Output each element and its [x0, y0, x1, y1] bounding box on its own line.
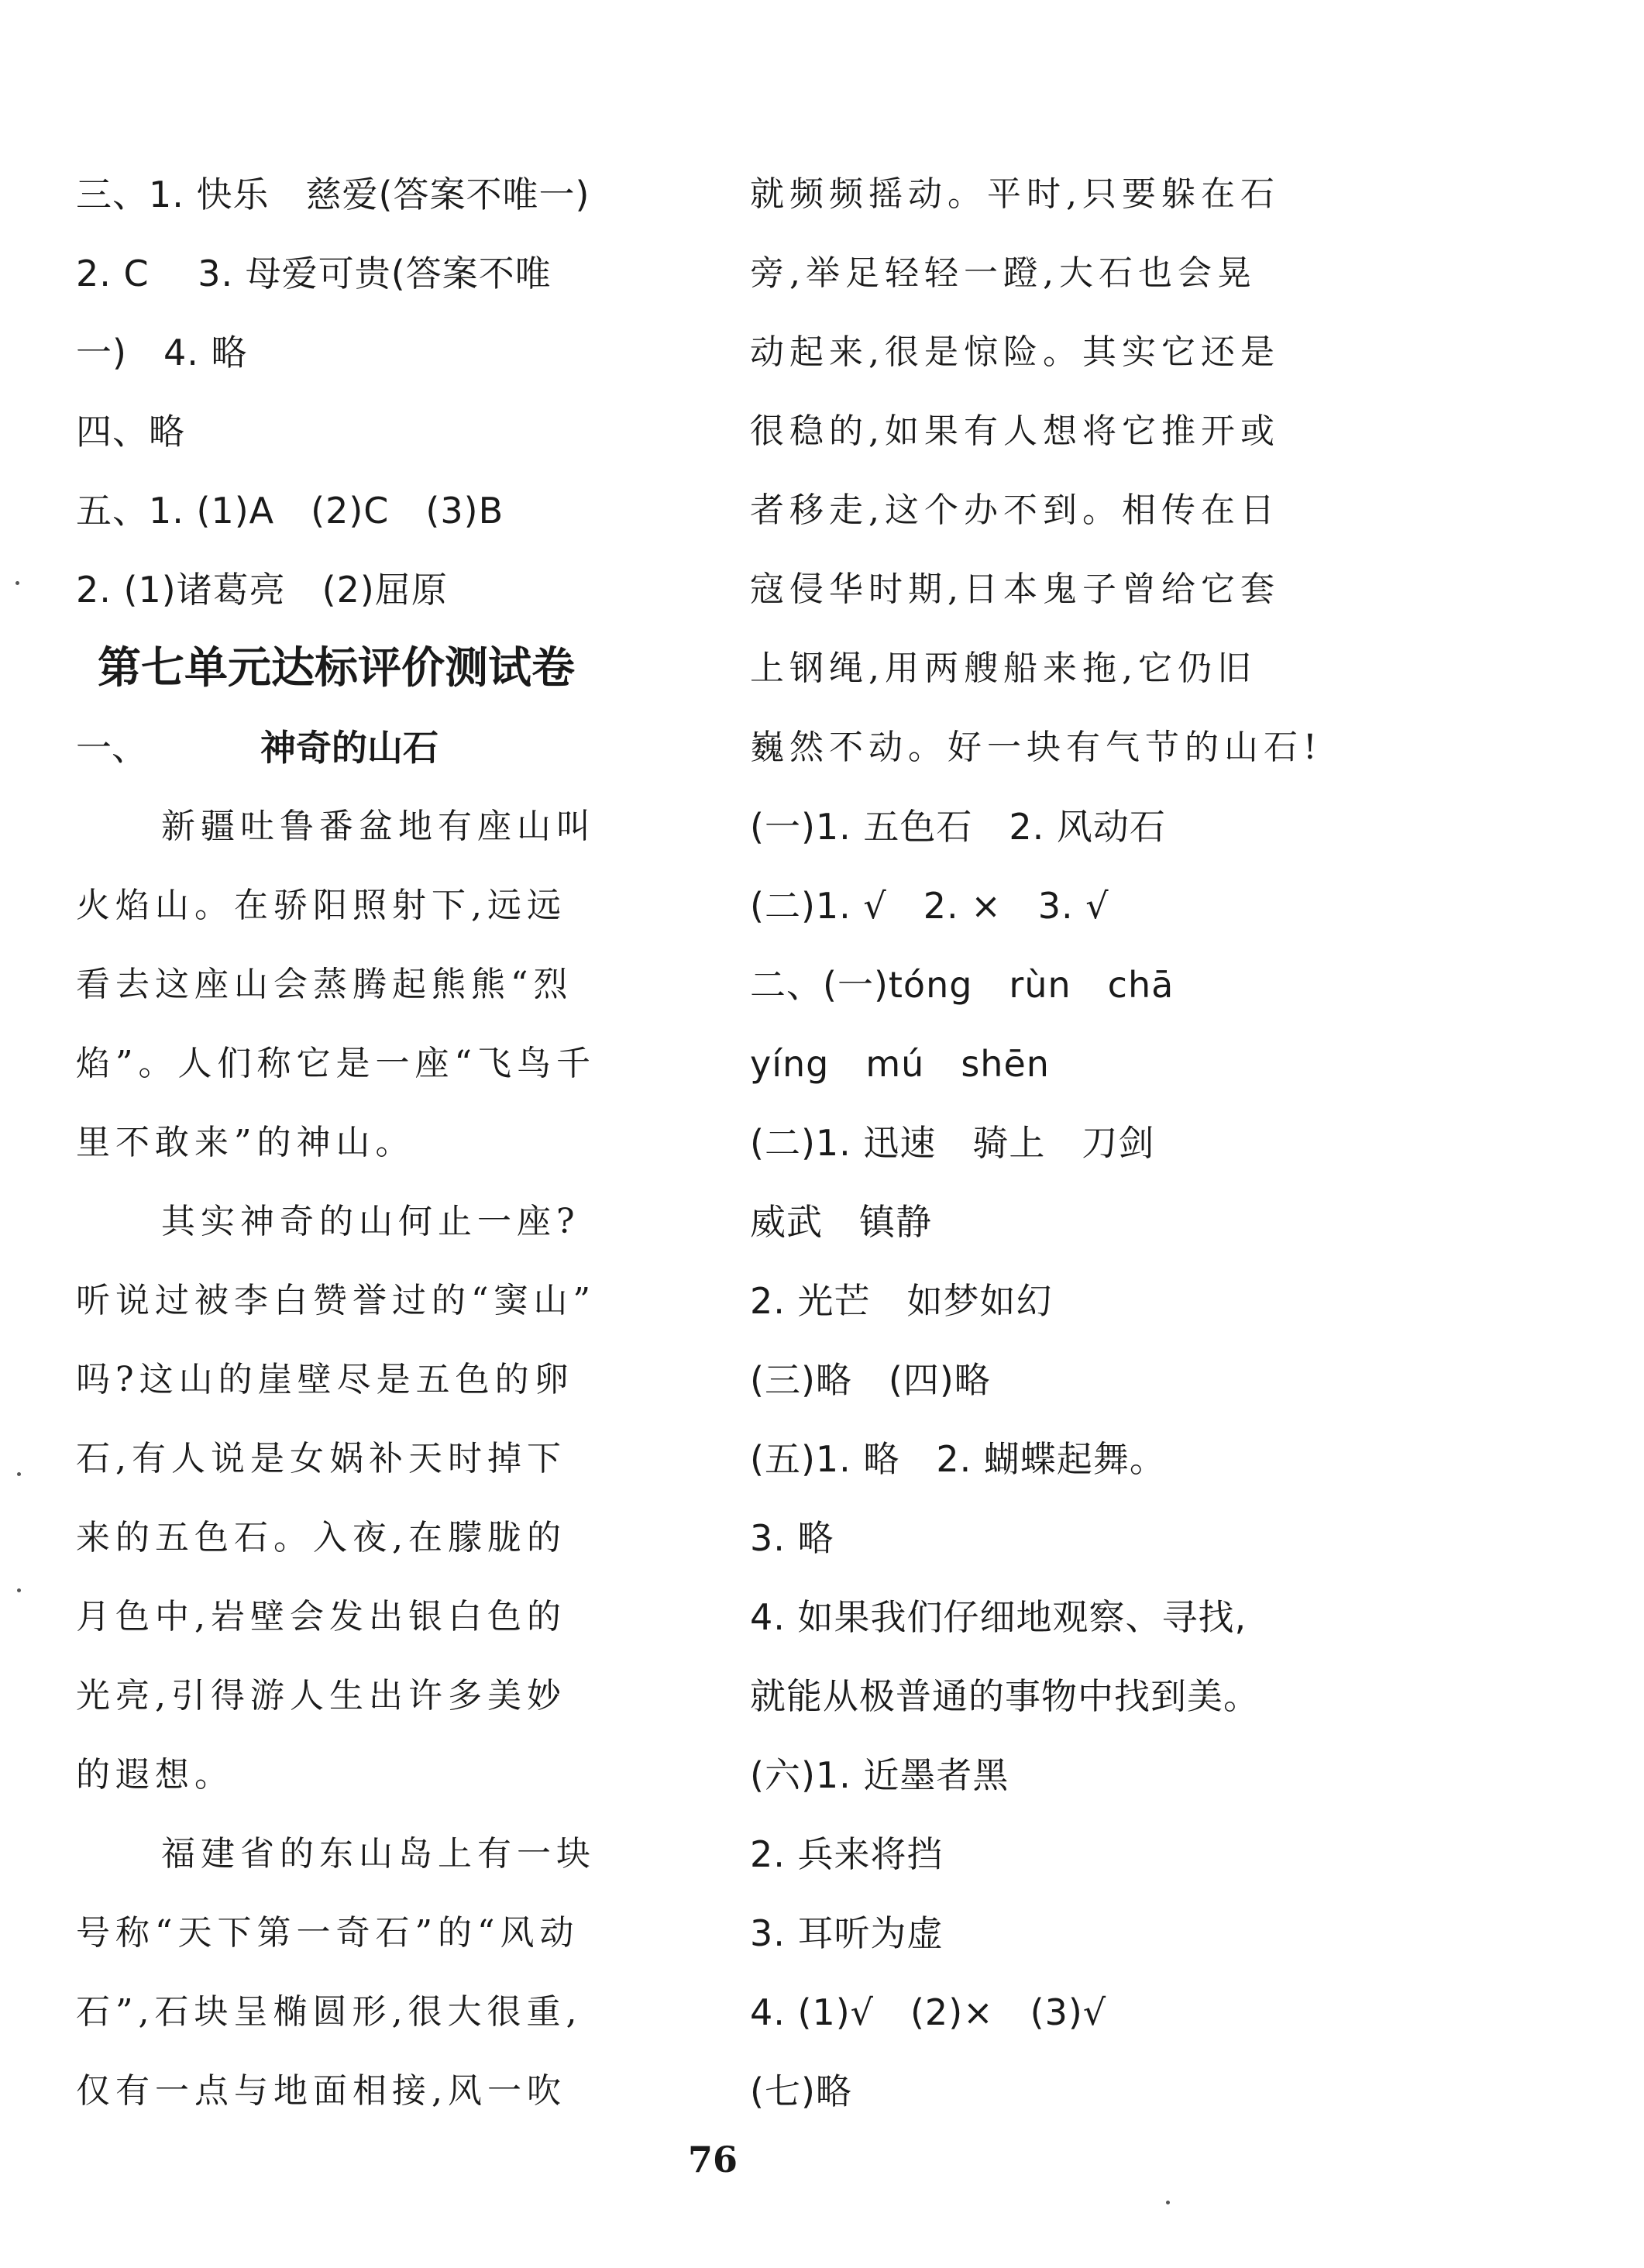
passage-line: 里不敢来”的神山。	[76, 1123, 415, 1162]
answer-line: 2. 兵来将挡	[750, 1833, 944, 1875]
scan-speck	[15, 581, 19, 585]
answer-line: 一) 4. 略	[76, 332, 248, 373]
answer-line: (二)1. 迅速 骑上 刀剑	[750, 1122, 1155, 1164]
passage-line: 很稳的,如果有人想将它推开或	[750, 411, 1280, 451]
answer-line: 三、1. 快乐 慈爱(答案不唯一)	[76, 174, 590, 215]
passage-heading	[76, 708, 665, 787]
page-number: 76	[687, 2139, 738, 2180]
passage-line: 来的五色石。入夜,在朦胧的	[76, 1518, 566, 1557]
passage-line: 的遐想。	[76, 1755, 234, 1795]
passage-line: 听说过被李白赞誉过的“窦山”	[76, 1281, 596, 1320]
passage-line: 号称“天下第一奇石”的“风动	[76, 1913, 580, 1953]
passage-line: 石,有人说是女娲补天时掉下	[76, 1439, 566, 1478]
passage-number: 一、	[76, 727, 147, 769]
passage-line: 巍然不动。好一块有气节的山石!	[750, 728, 1322, 767]
passage-line: 吗?这山的崖壁尽是五色的卵	[76, 1360, 574, 1399]
passage-line: 新疆吐鲁番盆地有座山叫	[161, 807, 596, 846]
answer-line: 4. (1)√ (2)× (3)√	[750, 1991, 1107, 2033]
answer-line: (五)1. 略 2. 蝴蝶起舞。	[750, 1438, 1166, 1480]
passage-line: 动起来,很是惊险。其实它还是	[750, 332, 1280, 372]
passage-line: 光亮,引得游人生出许多美妙	[76, 1676, 566, 1716]
answer-line: 3. 耳听为虚	[750, 1912, 944, 1954]
passage-title: 神奇的山石	[260, 727, 439, 769]
answer-line: 四、略	[76, 411, 185, 453]
left-column	[76, 155, 665, 2131]
passage-line: 石”,石块呈椭圆形,很大很重,	[76, 1992, 583, 2032]
answer-line: 就能从极普通的事物中找到美。	[750, 1675, 1260, 1717]
answer-line: 五、1. (1)A (2)C (3)B	[76, 490, 504, 532]
answer-line: 2. (1)诸葛亮 (2)屈原	[76, 569, 448, 611]
passage-line: 仅有一点与地面相接,风一吹	[76, 2071, 566, 2111]
passage-line: 旁,举足轻轻一蹬,大石也会晃	[750, 253, 1257, 293]
passage-line: 火焰山。在骄阳照射下,远远	[76, 886, 566, 925]
right-column	[750, 155, 1362, 2131]
scan-speck	[17, 1472, 21, 1476]
answer-line: (六)1. 近墨者黑	[750, 1754, 1009, 1796]
passage-line: 其实神奇的山何止一座?	[161, 1202, 580, 1241]
answer-line: (七)略	[750, 2070, 852, 2112]
answer-line: 4. 如果我们仔细地观察、寻找,	[750, 1596, 1247, 1638]
answer-line: 威武 镇静	[750, 1201, 932, 1243]
passage-line: 者移走,这个办不到。相传在日	[750, 490, 1280, 530]
answer-line: 二、(一)tóng rùn chā	[750, 964, 1175, 1006]
answer-line: 2. C 3. 母爱可贵(答案不唯	[76, 253, 552, 294]
answer-line: 3. 略	[750, 1517, 834, 1559]
answer-line: yíng mú shēn	[750, 1043, 1050, 1085]
scan-speck	[17, 1588, 21, 1592]
passage-line: 焰”。人们称它是一座“飞鸟千	[76, 1044, 596, 1083]
passage-line: 就频频摇动。平时,只要躲在石	[750, 174, 1280, 214]
answer-line: (一)1. 五色石 2. 风动石	[750, 806, 1166, 848]
passage-line: 月色中,岩壁会发出银白色的	[76, 1597, 566, 1636]
passage-line: 看去这座山会蒸腾起熊熊“烈	[76, 965, 573, 1004]
scan-speck	[1166, 2201, 1170, 2204]
section-title: 第七单元达标评价测试卷	[98, 643, 575, 693]
answer-line: 2. 光芒 如梦如幻	[750, 1280, 1053, 1322]
answer-line: (三)略 (四)略	[750, 1359, 991, 1401]
passage-line: 福建省的东山岛上有一块	[161, 1834, 596, 1874]
passage-line: 上钢绳,用两艘船来拖,它仍旧	[750, 649, 1257, 688]
passage-line: 寇侵华时期,日本鬼子曾给它套	[750, 570, 1280, 609]
answer-line: (二)1. √ 2. × 3. √	[750, 885, 1109, 927]
